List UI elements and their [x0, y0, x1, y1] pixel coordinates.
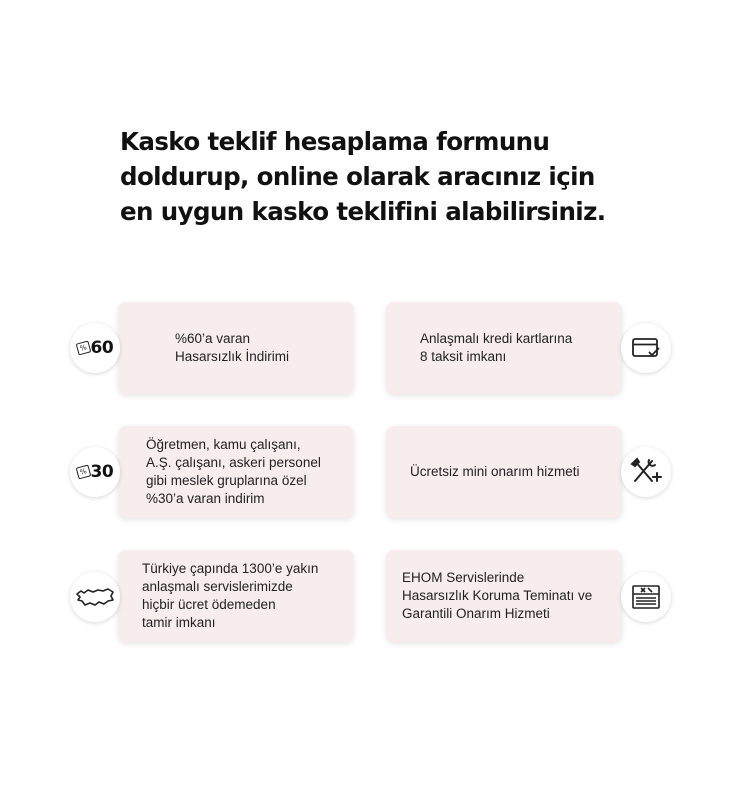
- feature-card-line: hiçbir ücret ödemeden: [142, 597, 276, 612]
- headline-line: en uygun kasko teklifini alabilirsiniz.: [120, 197, 606, 226]
- headline-line: doldurup, online olarak aracınız için: [120, 162, 595, 191]
- feature-card-text: [410, 463, 580, 481]
- feature-card-service-network: [118, 550, 354, 642]
- repair-tools-icon: [630, 457, 662, 487]
- service-station-icon: [631, 584, 661, 610]
- feature-card-line: anlaşmalı servislerimizde: [142, 579, 293, 594]
- feature-card-line: %60’a varan: [175, 331, 251, 346]
- feature-card-line: %30’a varan indirim: [146, 491, 265, 506]
- feature-card-line: Anlaşmalı kredi kartlarına: [420, 331, 573, 346]
- page-headline: [120, 124, 660, 229]
- feature-card-line: Öğretmen, kamu çalışanı,: [146, 437, 301, 452]
- headline-line: Kasko teklif hesaplama formunu: [120, 127, 550, 156]
- turkey-map-badge: [70, 572, 120, 622]
- percent-tag: %: [75, 465, 90, 480]
- feature-card-text: [420, 330, 572, 366]
- feature-card-installments: [386, 302, 622, 394]
- feature-card-text: [402, 569, 592, 623]
- service-station-badge: [621, 572, 671, 622]
- feature-card-text: [142, 560, 318, 632]
- feature-card-line: Garantili Onarım Hizmeti: [402, 606, 550, 621]
- feature-card-text: [175, 330, 289, 366]
- feature-card-ehom-services: [386, 550, 622, 642]
- feature-card-line: EHOM Servislerinde: [402, 570, 525, 585]
- discount-number: 60: [90, 338, 114, 358]
- feature-card-line: Türkiye çapında 1300’e yakın: [142, 561, 319, 576]
- discount-number: 30: [90, 462, 114, 482]
- turkey-map-icon: [75, 586, 115, 608]
- percent-tag: %: [75, 341, 90, 356]
- feature-card-line: Hasarsızlık Koruma Teminatı ve: [402, 588, 593, 603]
- feature-card-line: Hasarsızlık İndirimi: [175, 349, 290, 364]
- feature-card-line: tamir imkanı: [142, 615, 216, 630]
- feature-card-text: [146, 436, 321, 508]
- credit-card-icon: [631, 336, 661, 360]
- feature-card-line: gibi meslek gruplarına özel: [146, 473, 307, 488]
- feature-card-line: Ücretsiz mini onarım hizmeti: [410, 464, 580, 479]
- discount-60-badge: [70, 323, 120, 373]
- feature-card-no-claim-discount: [118, 302, 354, 394]
- discount-30-badge: [70, 447, 120, 497]
- feature-card-line: 8 taksit imkanı: [420, 349, 507, 364]
- feature-card-mini-repair: [386, 426, 622, 518]
- feature-card-profession-discount: [118, 426, 354, 518]
- discount-tag-icon: [77, 338, 113, 358]
- repair-tools-badge: [621, 447, 671, 497]
- discount-tag-icon: [77, 462, 113, 482]
- feature-card-line: A.Ş. çalışanı, askeri personel: [146, 455, 321, 470]
- credit-card-badge: [621, 323, 671, 373]
